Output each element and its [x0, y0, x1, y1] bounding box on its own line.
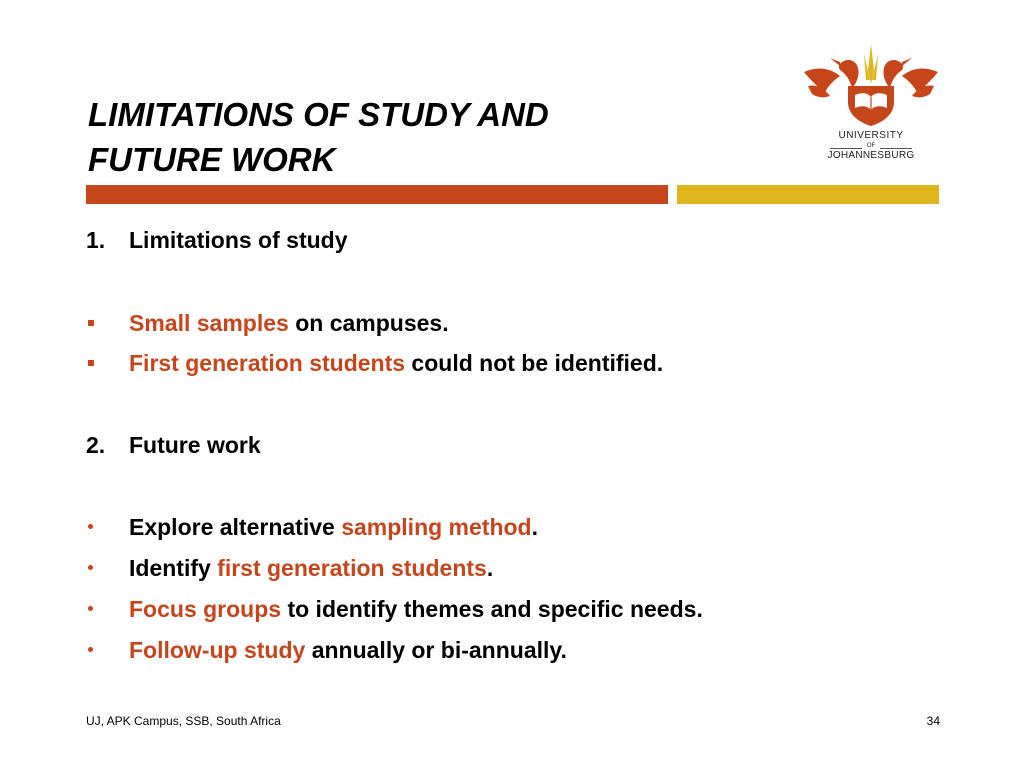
dot-bullet-icon [88, 606, 93, 611]
section-number: 2. [86, 432, 106, 458]
highlight-text: sampling method [341, 514, 532, 540]
item-text: on campuses. [288, 310, 449, 336]
footer-text: UJ, APK Campus, SSB, South Africa [86, 714, 281, 728]
highlight-text: Focus groups [129, 596, 282, 622]
dot-bullet-icon [88, 524, 93, 529]
logo-text-of: OF [866, 143, 876, 149]
item-text: . [486, 555, 494, 581]
slide-title-line-1: LIMITATIONS OF STUDY AND [88, 96, 549, 133]
logo-divider-right [880, 148, 912, 149]
highlight-text: Follow-up study [129, 637, 306, 663]
item-text: could not be identified. [405, 350, 664, 376]
dot-bullet-icon [88, 565, 93, 570]
square-bullet-icon [88, 320, 94, 326]
title-underline-orange [86, 185, 668, 204]
section-heading-text: Limitations of study [129, 227, 348, 253]
logo-text-johannesburg: JOHANNESBURG [827, 150, 915, 161]
dot-bullet-icon [88, 647, 93, 652]
slide-title [88, 92, 549, 182]
section-number: 1. [86, 227, 106, 253]
item-text: Identify [129, 555, 218, 581]
slide-title-line-2: FUTURE WORK [88, 141, 336, 178]
square-bullet-icon [88, 360, 94, 366]
item-text: to identify themes and specific needs. [281, 596, 703, 622]
crest-icon [800, 40, 942, 130]
highlight-text: first generation students [217, 555, 487, 581]
logo-text-university: UNIVERSITY [838, 130, 904, 141]
title-underline-gold [677, 185, 939, 204]
item-text: annually or bi-annually. [305, 637, 567, 663]
page-number: 34 [926, 714, 940, 728]
highlight-text: Small samples [129, 310, 289, 336]
item-text: Explore alternative [129, 514, 342, 540]
university-logo [800, 40, 942, 164]
item-text: . [531, 514, 538, 540]
highlight-text: First generation students [129, 350, 406, 376]
section-heading-text: Future work [129, 432, 261, 458]
